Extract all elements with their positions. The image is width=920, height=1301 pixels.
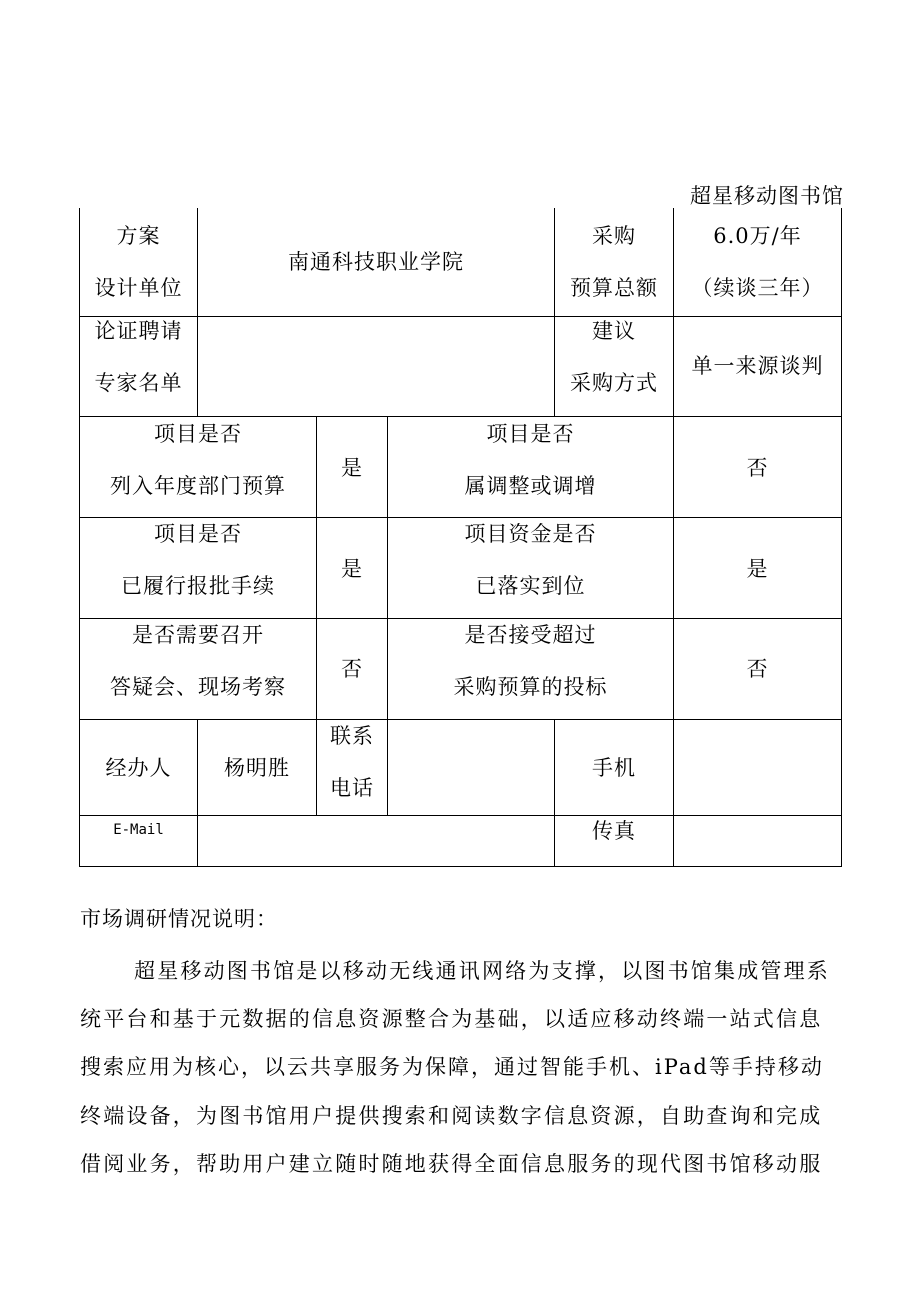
over-budget-question: 是否接受超过 采购预算的投标 [453,623,608,699]
over-budget-answer: 否 [746,657,769,681]
handler-label: 经办人 [105,756,172,780]
procurement-method-value: 单一来源谈判 [691,354,824,378]
design-unit-label: 方案 设计单位 [94,224,183,300]
adjustment-question: 项目是否 属调整或调增 [464,422,597,498]
adjustment-answer: 否 [746,456,769,480]
q-and-a-meeting-answer: 否 [341,657,363,681]
table-bottom-border [79,866,842,867]
row-divider [79,719,842,720]
q-and-a-meeting-question: 是否需要召开 答疑会、现场考察 [110,623,286,699]
expert-list-label: 论证聘请 专家名单 [94,319,183,395]
paragraph-line: 超星移动图书馆是以移动无线通讯网络为支撑，以图书馆集成管理系 [134,959,830,983]
funds-question: 项目资金是否 已落实到位 [464,522,597,598]
paragraph-line: 统平台和基于元数据的信息资源整合为基础，以适应移动终端一站式信息 [80,1007,823,1031]
row-divider [79,815,842,816]
fax-label: 传真 [592,819,636,843]
contact-phone-label: 联系 电话 [330,724,374,800]
paragraph-line: 借阅业务，帮助用户建立随时随地获得全面信息服务的现代图书馆移动服 [80,1152,823,1176]
budget-total-label: 采购 预算总额 [570,224,658,300]
handler-value: 杨明胜 [224,756,290,780]
approval-question: 项目是否 已履行报批手续 [121,522,275,598]
annual-budget-answer: 是 [341,456,363,480]
email-label: E-Mail [113,822,164,838]
table-right-border [841,208,842,867]
paragraph-line: 搜索应用为核心，以云共享服务为保障，通过智能手机、iPad等手持移动 [80,1055,824,1079]
design-unit-value: 南通科技职业学院 [288,250,464,274]
budget-total-value: 6.0万/年 （续谈三年） [691,224,824,300]
funds-answer: 是 [746,557,769,581]
market-research-title: 市场调研情况说明： [80,907,278,931]
annual-budget-question: 项目是否 列入年度部门预算 [110,422,286,498]
approval-answer: 是 [341,557,363,581]
procurement-method-label: 建议 采购方式 [570,319,658,395]
mobile-label: 手机 [592,756,636,780]
header-label: 超星移动图书馆 [690,184,844,208]
paragraph-line: 终端设备，为图书馆用户提供搜索和阅读数字信息资源，自助查询和完成 [80,1104,823,1128]
